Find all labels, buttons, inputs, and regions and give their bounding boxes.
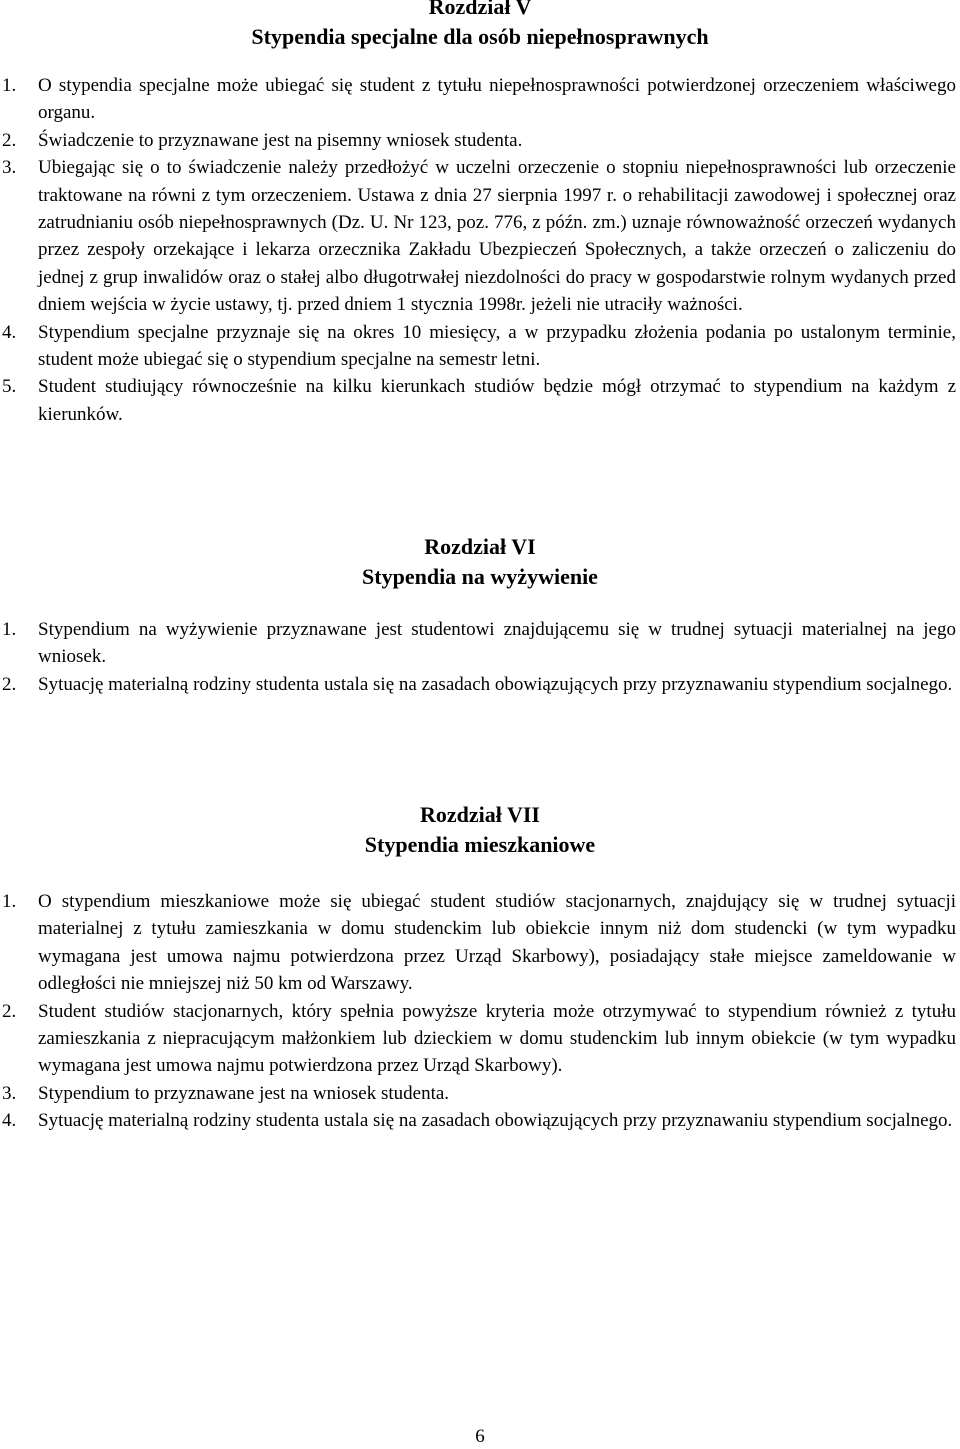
- page-number: 6: [475, 1426, 485, 1447]
- list-item: [0, 671, 960, 698]
- item-text: Świadczenie to przyznawane jest na pisemny wniosek studenta.: [38, 129, 523, 151]
- chapter-title: Stypendia mieszkaniowe: [364, 832, 596, 857]
- item-number: 2.: [2, 1000, 17, 1022]
- section-rozdzial-vi: [0, 532, 960, 698]
- item-text: Stypendium na wyżywienie przyznawane jest studentowi znajdującemu się w trudnej sytuacji materialnej na jego wniosek.: [38, 619, 956, 668]
- section-rozdzial-vii: [0, 800, 960, 1135]
- item-text: Ubiegając się o to świadczenie należy przedłożyć w uczelni orzeczenie o stopniu niepełnosprawności lub orzeczenie traktowane na równi z tym orzeczeniem. Ustawa z dnia 27 sierpnia 1997 r. o rehabilitacji zawodowej i społecznej oraz zatrudnianiu osób niepełnosprawnych (Dz. U. Nr 123, poz. 776, z późn. zm.) uznaje równoważność orzeczeń wydanych przez zespoły orzekające i lekarza orzecznika Zakładu Ubezpieczeń Społecznych, a także orzeczeń o zaliczeniu do jednej z grup inwalidów oraz o stałej albo długotrwałej niezdolności do pracy w gospodarstwie rolnym wydanych przed dniem wejścia w życie ustawy, tj. przed dniem 1 stycznia 1998r. jeżeli nie utraciły ważności.: [38, 157, 956, 316]
- list-item: [0, 616, 960, 671]
- list-item: [0, 1107, 960, 1134]
- chapter-heading: Rozdział V: [428, 0, 532, 19]
- item-number: 3.: [2, 1082, 17, 1104]
- list-item: [0, 888, 960, 998]
- item-list: [0, 616, 960, 698]
- list-item: [0, 154, 960, 318]
- list-item: [0, 373, 960, 428]
- item-text: Student studiujący równocześnie na kilku kierunkach studiów będzie mógł otrzymać to stypendium na każdym z kierunków.: [38, 376, 956, 425]
- item-list: [0, 72, 960, 428]
- item-text: Stypendium to przyznawane jest na wniosek studenta.: [38, 1082, 450, 1104]
- chapter-heading: Rozdział VI: [424, 534, 536, 559]
- chapter-title: Stypendia specjalne dla osób niepełnosprawnych: [251, 24, 709, 49]
- item-number: 3.: [2, 157, 17, 179]
- list-item: [0, 72, 960, 127]
- chapter-heading: Rozdział VII: [420, 802, 540, 827]
- item-number: 2.: [2, 129, 17, 151]
- item-text: O stypendia specjalne może ubiegać się student z tytułu niepełnosprawności potwierdzonej orzeczeniem właściwego organu.: [38, 75, 956, 124]
- item-number: 1.: [2, 891, 17, 912]
- item-text: Stypendium specjalne przyznaje się na okres 10 miesięcy, a w przypadku złożenia podania po ustalonym terminie, student może ubiegać się o stypendium specjalne na semestr letni.: [38, 321, 956, 371]
- item-text: Student studiów stacjonarnych, który spełnia powyższe kryteria może otrzymywać to stypendium również z tytułu zamieszkania z niepracującym małżonkiem lub dzieckiem w domu studenckim lub innym obiekcie (w tym wypadku wymagana jest umowa najmu potwierdzona przez Urząd Skarbowy).: [38, 1000, 956, 1077]
- list-item: [0, 319, 960, 374]
- item-text: O stypendium mieszkaniowe może się ubiegać student studiów stacjonarnych, znajdujący się w trudnej sytuacji materialnej z tytułu zamieszkania w domu studenckim lub obiekcie innym niż dom studencki (w tym wypadku wymagana jest umowa najmu potwierdzona przez Urząd Skarbowy), posiadający stałe miejsce zameldowanie w odległości nie mniejszej niż 50 km od Warszawy.: [38, 891, 956, 995]
- list-item: [0, 998, 960, 1080]
- item-number: 1.: [2, 75, 17, 96]
- item-number: 5.: [2, 376, 17, 398]
- chapter-title: Stypendia na wyżywienie: [362, 564, 598, 589]
- list-item: [0, 1080, 960, 1107]
- item-number: 2.: [2, 673, 17, 695]
- item-text: Sytuację materialną rodziny studenta ustala się na zasadach obowiązujących przy przyznawaniu stypendium socjalnego.: [38, 673, 953, 695]
- item-text: Sytuację materialną rodziny studenta ustala się na zasadach obowiązujących przy przyznawaniu stypendium socjalnego.: [38, 1110, 953, 1132]
- list-item: [0, 127, 960, 154]
- item-number: 1.: [2, 619, 17, 640]
- item-list: [0, 888, 960, 1135]
- item-number: 4.: [2, 1110, 17, 1132]
- item-number: 4.: [2, 321, 17, 343]
- section-rozdzial-v: [0, 0, 960, 428]
